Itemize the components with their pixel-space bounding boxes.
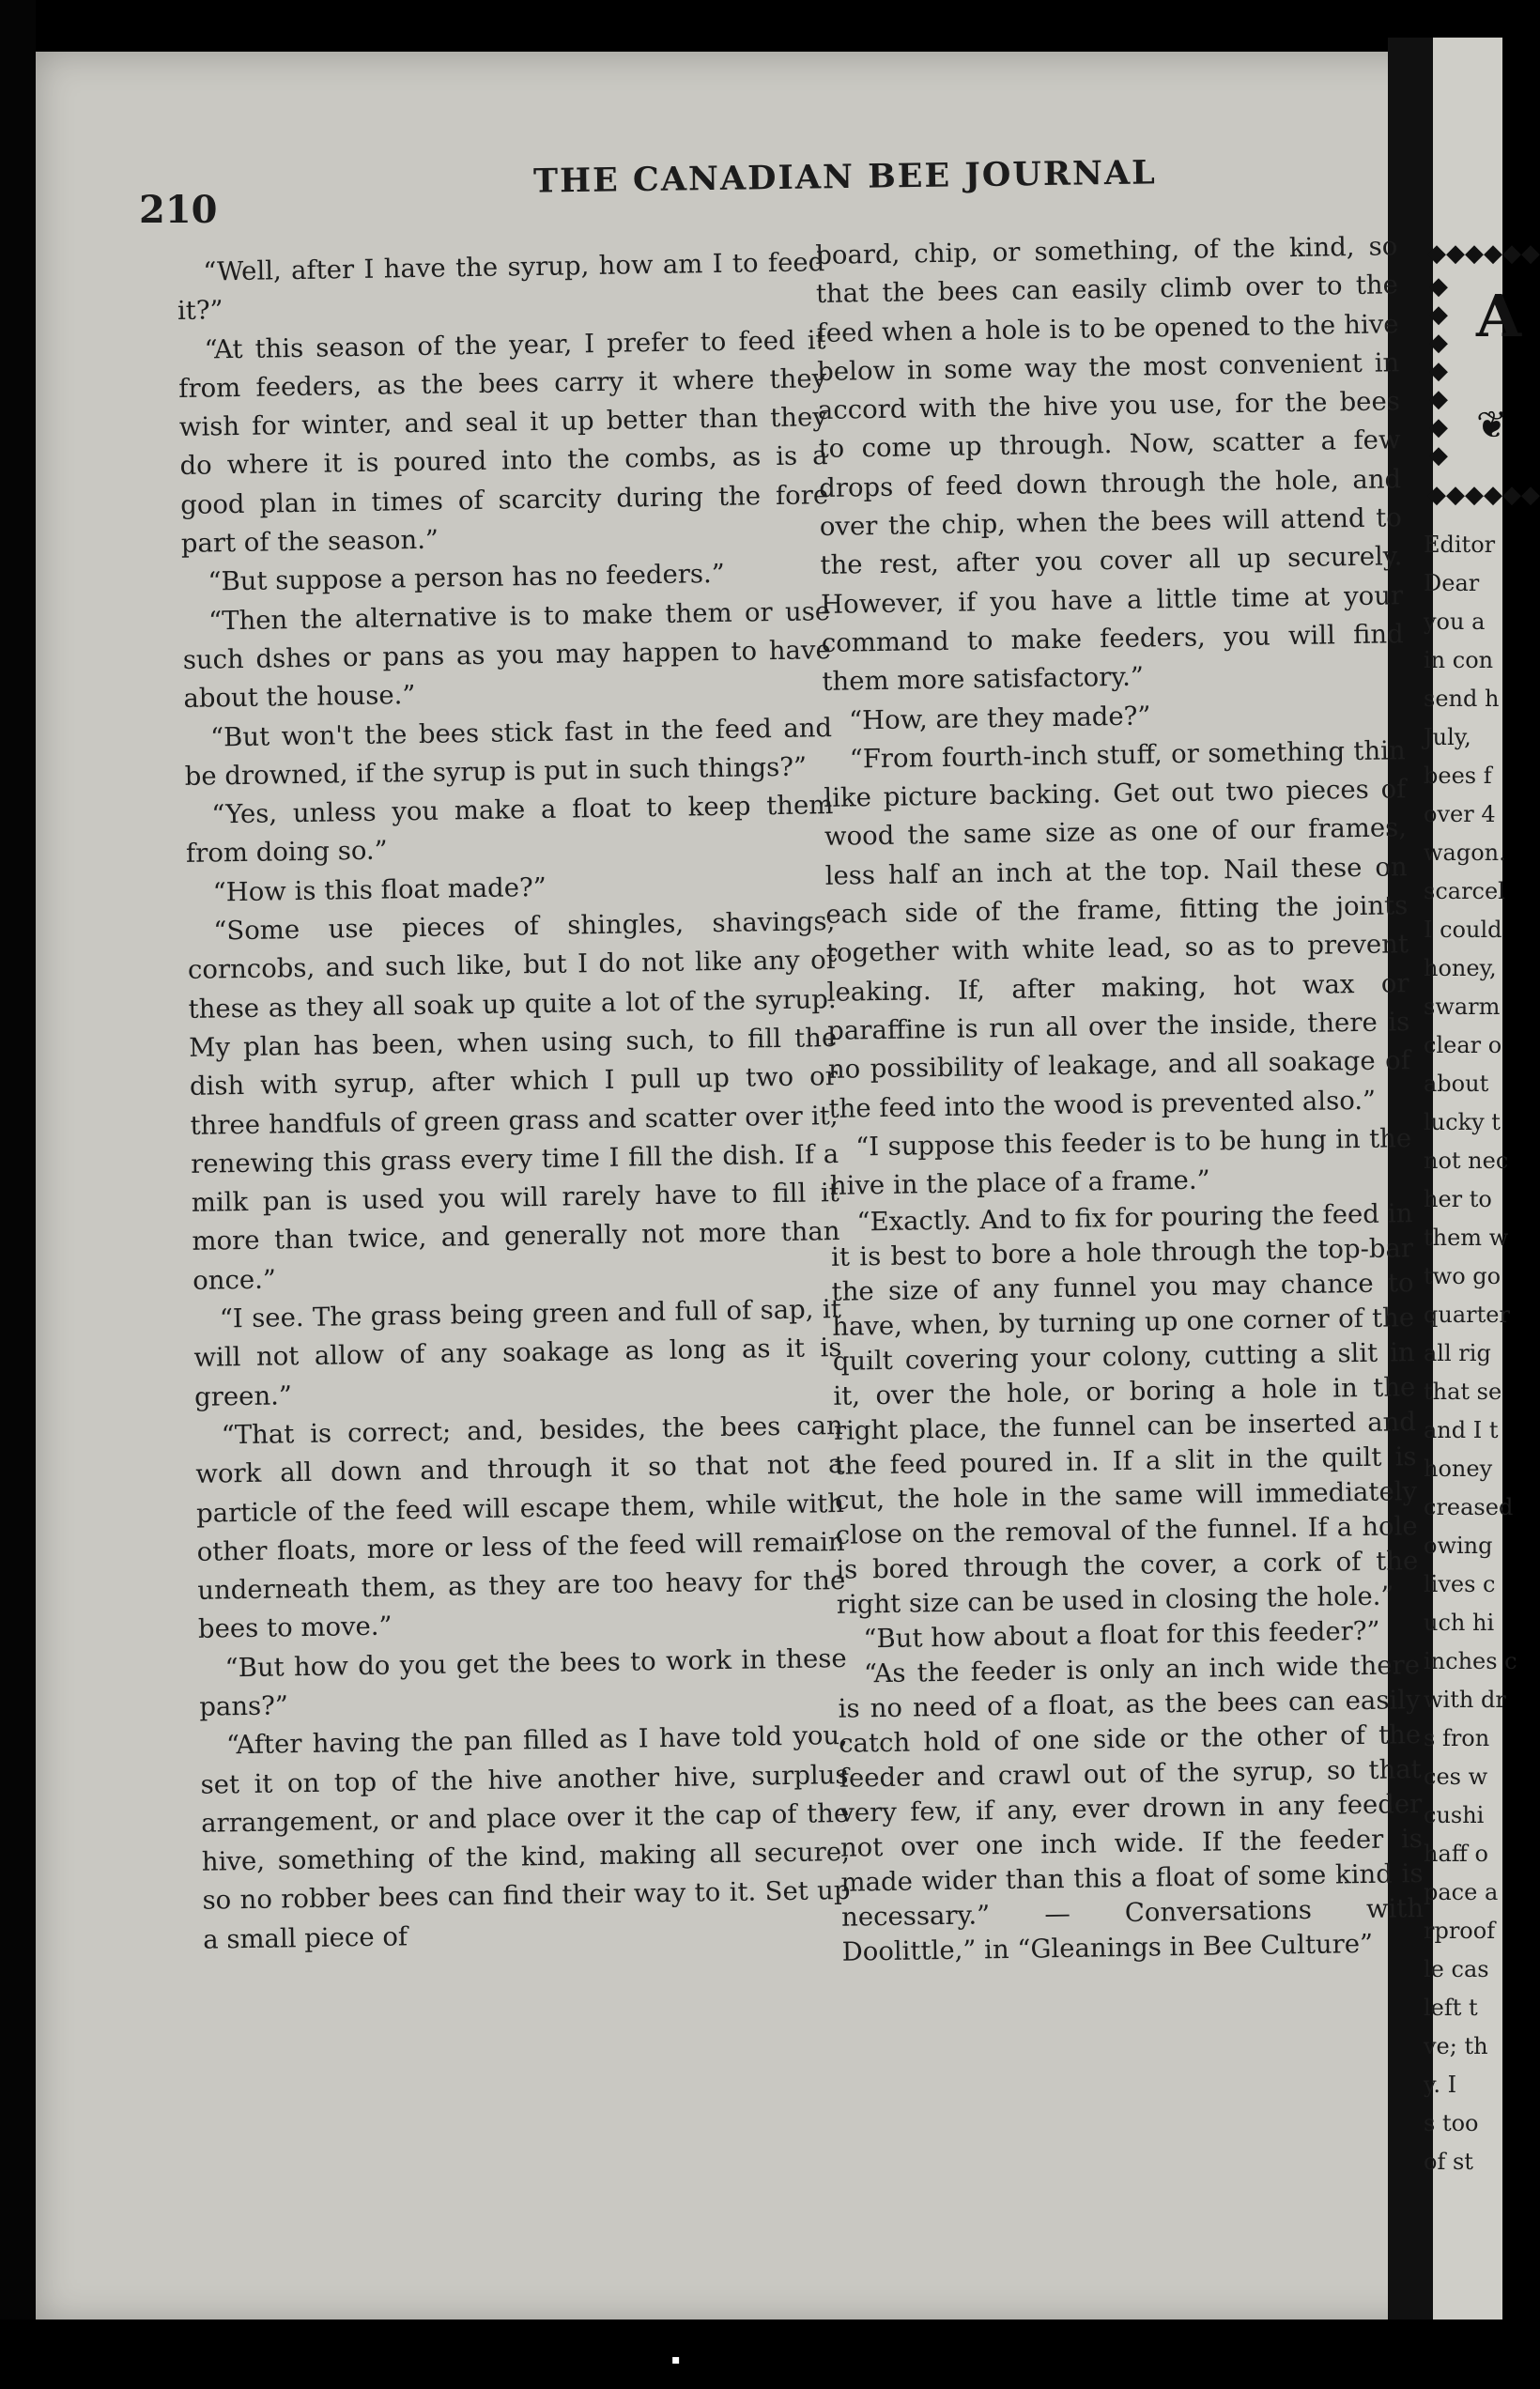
adjacent-page-line: lucky t — [1424, 1109, 1501, 1135]
adjacent-page-line: I could — [1424, 917, 1502, 943]
adjacent-page-line: not nec — [1424, 1148, 1509, 1174]
adjacent-page-line: honey — [1424, 1456, 1493, 1482]
paragraph: “After having the pan filled as I have told you, set it on top of the hive another hive, surplus arrangement, or and place over it the cap of the hive, something of the kind, making all secure, so no robber bees can find their way to it. Set up a small piece of — [200, 1720, 851, 1955]
decorative-border-side: ◆ ◆ ◆ ◆ ◆ ◆ ◆ — [1429, 272, 1448, 470]
heading-letter: A — [1476, 282, 1522, 350]
adjacent-page-line: s too — [1424, 2110, 1479, 2136]
adjacent-page-line: ces w — [1424, 1764, 1488, 1790]
left-column — [177, 243, 851, 1960]
paragraph: “But how do you get the bees to work in these pans?” — [199, 1642, 847, 1722]
adjacent-page-line: scarcel — [1424, 878, 1505, 904]
adjacent-page-line: bees f — [1424, 763, 1492, 789]
adjacent-page-line: her to — [1424, 1186, 1492, 1212]
adjacent-page-line: of st — [1424, 2149, 1473, 2175]
adjacent-page-line: s fron — [1424, 1725, 1490, 1751]
paragraph: “As the feeder is only an inch wide there is no need of a float, as the bees can easily catch hold of one side or the other of the feeder and crawl out of the syrup, so that very few, if any, ever drown in any feeder not over one inch wide. If the feeder is made wider than this a float of some kind is necessary.” — Conversations with Doolittle,” in “Gleanings in Bee Culture” — [838, 1650, 1424, 1968]
paragraph: “That is correct; and, besides, the bees can work all down and through it so that not a particle of the feed will escape them, while with other floats, more or less of the feed will remain underneath them, as they are too heavy for the bees to move.” — [195, 1410, 846, 1645]
scan-left-edge — [0, 0, 36, 2389]
adjacent-page-line: July, — [1424, 724, 1471, 750]
adjacent-page-line: rproof — [1424, 1918, 1496, 1944]
adjacent-page-line: lives c — [1424, 1571, 1496, 1597]
paragraph: “How is this float made?” — [212, 871, 547, 908]
adjacent-page-line: quarter — [1424, 1302, 1510, 1328]
paragraph: “Well, after I have the syrup, how am I to feed it?” — [177, 247, 825, 327]
tight-text-block — [830, 1197, 1424, 1971]
adjacent-page-line: swarm — [1424, 994, 1501, 1020]
adjacent-page-line: creased — [1424, 1494, 1514, 1520]
paragraph: “But won't the bees stick fast in the feed and be drowned, if the syrup is put in such things?” — [184, 712, 833, 792]
adjacent-page-line: over 4 — [1424, 801, 1496, 827]
adjacent-page-line: you a — [1424, 609, 1486, 635]
adjacent-page-line: haff o — [1424, 1841, 1488, 1867]
adjacent-page-line: le cas — [1424, 1956, 1489, 1982]
adjacent-page-line: uch hi — [1424, 1610, 1495, 1636]
adjacent-page-line: clear o — [1424, 1032, 1502, 1058]
adjacent-page-line: Dear — [1424, 570, 1480, 596]
page-number: 210 — [139, 188, 218, 232]
adjacent-page-line: two go — [1424, 1263, 1502, 1289]
adjacent-page-line: Editor — [1424, 532, 1496, 558]
adjacent-page-line: that se — [1424, 1379, 1502, 1405]
paragraph: board, chip, or something, of the kind, so that the bees can easily climb over to the feed when a hole is to be opened to the hive below in some way the most convenient in accord with the hive you use, for the bees to come up through. Now, scatter a few drops of feed down through the hole, and over the chip, when the bees will attend to the rest, after you cover all up securely. However, if you have a little time at your command to make feeders, you will find them more satisfactory.” — [815, 231, 1404, 698]
adjacent-page-line: ve; th — [1424, 2033, 1488, 2059]
right-column — [815, 227, 1424, 1970]
adjacent-page-line: and I t — [1424, 1417, 1499, 1443]
paragraph: “But suppose a person has no feeders.” — [208, 559, 726, 597]
running-title: THE CANADIAN BEE JOURNAL — [532, 153, 1157, 201]
adjacent-page-line: about — [1424, 1071, 1489, 1097]
paragraph: “I suppose this feeder is to be hung in the hive in the place of a frame.” — [829, 1122, 1412, 1201]
adjacent-page-text — [1424, 526, 1517, 2181]
ornament-icon: ❦ — [1476, 404, 1508, 447]
paragraph: “At this season of the year, I prefer to feed it from feeders, as the bees carry it where they wish for winter, and seal it up better than they do where it is poured into the combs, as is a good plan in times of scarcity during the fore part of the season.” — [178, 324, 829, 560]
scan-bottom-edge — [0, 2320, 1502, 2389]
adjacent-page-line: left t — [1424, 1995, 1478, 2021]
paragraph: “Exactly. And to fix for pouring the feed in it is best to bore a hole through the top-bar the size of any funnel you may chance to have, when, by turning up one corner of the quilt covering your colony, cutting a slit in it, over the hole, or boring a hole in the right place, the funnel can be inserted and the feed poured in. If a slit in the quilt is cut, the hole in the same will immediately close on the removal of the funnel. If a hole is bored through the cover, a cork of the right size can be used in closing the hole.” — [830, 1198, 1419, 1621]
adjacent-page-line: owing — [1424, 1533, 1493, 1559]
paragraph: “I see. The grass being green and full of sap, it will not allow of any soakage as long as it is green.” — [193, 1294, 842, 1412]
adjacent-page-line: with dr — [1424, 1687, 1506, 1713]
paragraph: “How, are they made?” — [848, 701, 1151, 736]
paragraph: “Yes, unless you make a float to keep them from doing so.” — [185, 790, 834, 870]
adjacent-page-line: inches c — [1424, 1648, 1517, 1674]
adjacent-page-line: in con — [1424, 647, 1494, 673]
paragraph: “Some use pieces of shingles, shavings, corncobs, and such like, but I do not like any of these as they all soak up quite a lot of the syrup. My plan has been, when using such, to fill the dish with syrup, after which I pull up two or three handfuls of green grass and scatter over it, renewing this grass every time I fill the dish. If a milk pan is used you will rarely have to fill it more than twice, and generally not more than once.” — [187, 906, 840, 1296]
paragraph: “From fourth-inch stuff, or something thin like picture backing. Get out two pieces of wood the same size as one of our frames, less half an inch at the top. Nail these on each side of the frame, fitting the joints together with white lead, so as to prevent leaking. If, after making, hot wax or paraffine is run all over the inside, there is no possibility of leakage, and all soakage of the feed into the wood is prevented also.” — [824, 735, 1411, 1124]
adjacent-page-line: send h — [1424, 686, 1500, 712]
adjacent-page-line: them w — [1424, 1225, 1509, 1251]
decorative-border-top: ◆◆◆◆◆◆ — [1427, 239, 1540, 268]
adjacent-page-line: pace a — [1424, 1879, 1499, 1905]
paragraph: “But how about a float for this feeder?” — [863, 1616, 1380, 1655]
adjacent-page-line: cushi — [1424, 1802, 1485, 1828]
paragraph: “Then the alternative is to make them or use such dshes or pans as you may happen to have about the house.” — [182, 595, 831, 715]
adjacent-page-line: y. I — [1424, 2072, 1457, 2098]
adjacent-page-line: all rig — [1424, 1340, 1491, 1366]
adjacent-page-line: wagon. — [1424, 840, 1506, 866]
scan-speck: ▪ — [671, 2352, 681, 2367]
adjacent-page-line: honey, — [1424, 955, 1497, 981]
decorative-border-bottom: ◆◆◆◆◆◆ — [1427, 481, 1540, 509]
